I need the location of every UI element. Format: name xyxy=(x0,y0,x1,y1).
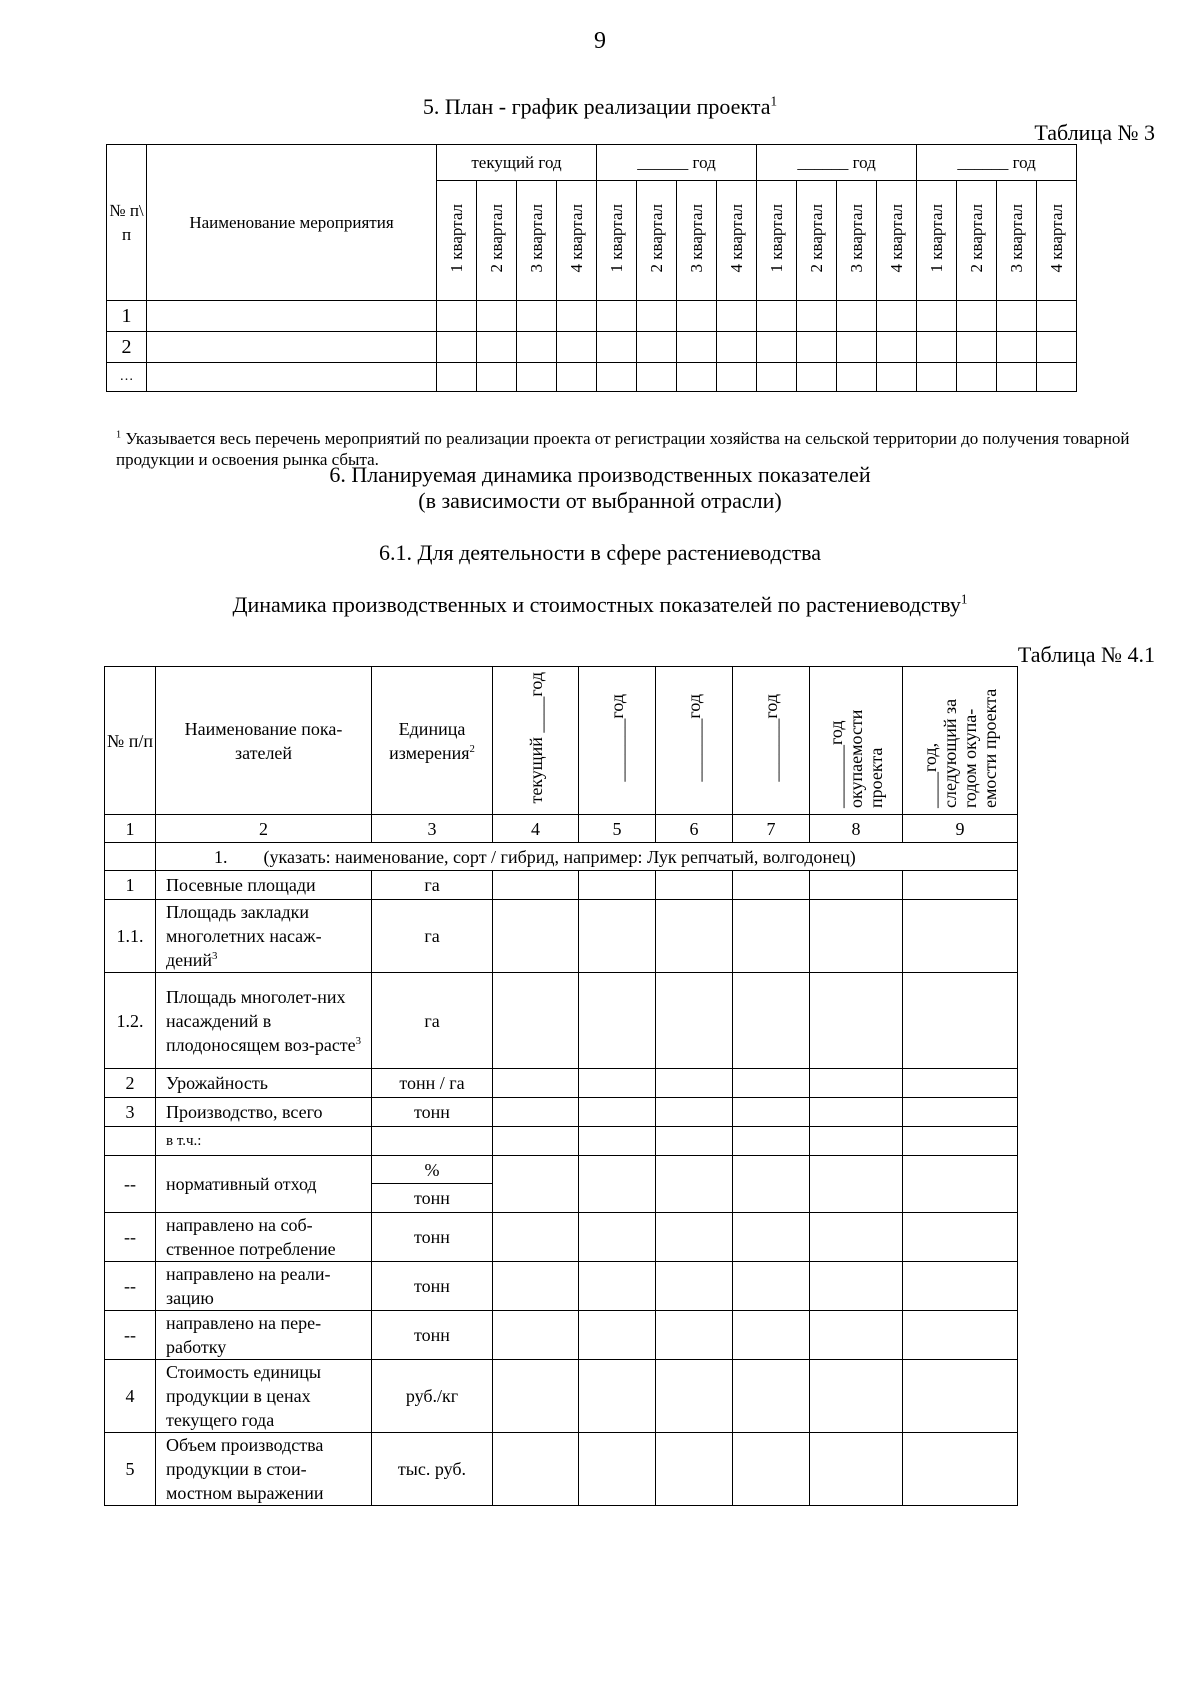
table41-cell xyxy=(733,973,810,1069)
table41-cell xyxy=(903,973,1018,1069)
table3-cell xyxy=(477,301,517,332)
table3-cell xyxy=(837,363,877,392)
table3-row xyxy=(107,301,1077,332)
table3-quarter-header xyxy=(597,181,637,301)
page-number: 9 xyxy=(594,28,606,54)
table41-row-name: нормативный отход xyxy=(156,1156,372,1213)
table41-year-label: _______год xyxy=(761,693,781,782)
table41-cell xyxy=(903,1311,1018,1360)
table3-cell xyxy=(477,332,517,363)
table41-year-header xyxy=(579,667,656,815)
table3-cell xyxy=(147,332,437,363)
table3-cell xyxy=(997,332,1037,363)
table3-cell xyxy=(597,301,637,332)
table41-row-name xyxy=(156,1262,372,1311)
table41-cell xyxy=(493,973,579,1069)
table41-cell xyxy=(733,871,810,900)
table41-row-name xyxy=(156,1127,372,1156)
table3-year-header: ______ год xyxy=(597,145,757,181)
table41-row-unit: тонн xyxy=(372,1184,493,1213)
table41-row-num: 1 xyxy=(105,871,156,900)
table41-header-unit-sup: 2 xyxy=(469,742,475,755)
table3-quarter-header xyxy=(717,181,757,301)
table41-cell xyxy=(656,1069,733,1098)
table41-row-name xyxy=(156,1069,372,1098)
table3-cell xyxy=(757,332,797,363)
table41-row-name-text: направлено на соб-ственное потребление xyxy=(166,1215,336,1259)
table3-quarter-header xyxy=(637,181,677,301)
table3-cell xyxy=(1037,301,1077,332)
table41-cell xyxy=(733,1156,810,1213)
table41-cell xyxy=(656,1360,733,1433)
table41-cell xyxy=(493,1262,579,1311)
table41-cell xyxy=(579,1311,656,1360)
table41-row-name xyxy=(156,1213,372,1262)
table41-cell xyxy=(493,1156,579,1213)
table3-cell xyxy=(517,332,557,363)
table41-cell xyxy=(493,1433,579,1506)
table41-year-label: _______год xyxy=(684,693,704,782)
table41-title: Динамика производственных и стоимостных показателей по растениеводству$^1$ xyxy=(232,591,968,617)
table3-quarter-header xyxy=(557,181,597,301)
table3-quarter-header xyxy=(477,181,517,301)
table41-cell xyxy=(810,973,903,1069)
table3-quarter-label: 4 квартал xyxy=(886,203,906,273)
table41-row xyxy=(105,1098,1018,1127)
table3-quarter-header xyxy=(1037,181,1077,301)
table3-cell xyxy=(597,363,637,392)
table41-header-row xyxy=(105,667,1018,815)
table41-row-unit: тонн xyxy=(372,1098,493,1127)
table41-cell xyxy=(656,1311,733,1360)
table3-cell xyxy=(677,301,717,332)
table3-header-row xyxy=(107,145,1077,181)
table41-row xyxy=(105,1262,1018,1311)
table41-row-num: -- xyxy=(105,1311,156,1360)
table3-quarter-header xyxy=(517,181,557,301)
table3-cell xyxy=(147,363,437,392)
table3-row xyxy=(107,363,1077,392)
table3-quarter-header xyxy=(957,181,997,301)
table3-quarter-label: 4 квартал xyxy=(566,203,586,273)
table41-row xyxy=(105,973,1018,1069)
table3-cell xyxy=(717,332,757,363)
table41-cell xyxy=(493,900,579,973)
table3-quarter-header xyxy=(837,181,877,301)
table41-colnum: 6 xyxy=(656,815,733,843)
table3-header-num xyxy=(107,145,147,301)
table41-row-unit: руб./кг xyxy=(372,1360,493,1433)
table3-quarter-label: 3 квартал xyxy=(846,203,866,273)
table41-cell xyxy=(733,1213,810,1262)
table41-colnum: 5 xyxy=(579,815,656,843)
table3-quarter-label: 2 квартал xyxy=(486,203,506,273)
table3-cell xyxy=(597,332,637,363)
table41-row-name xyxy=(156,1098,372,1127)
table41-year-label: _______год окупаемости проекта xyxy=(826,709,886,808)
table3-cell xyxy=(637,363,677,392)
table3-cell xyxy=(677,332,717,363)
table41-cell xyxy=(493,1213,579,1262)
table3-cell xyxy=(147,301,437,332)
table41-row-unit: тыс. руб. xyxy=(372,1433,493,1506)
table3-label: Таблица № 3 xyxy=(1034,120,1155,145)
table3-quarter-label: 1 квартал xyxy=(926,203,946,273)
table41-year-header xyxy=(810,667,903,815)
table41-cell xyxy=(903,1098,1018,1127)
table41-header-unit xyxy=(372,667,493,815)
table41-cell xyxy=(903,1433,1018,1506)
table41-row xyxy=(105,1360,1018,1433)
table41-cell xyxy=(579,1360,656,1433)
table41-row-name-text: Производство, всего xyxy=(166,1102,323,1122)
table41-row-unit: тонн xyxy=(372,1311,493,1360)
table41-row-unit: тонн xyxy=(372,1262,493,1311)
table41-cell xyxy=(493,1098,579,1127)
table41-colnum: 9 xyxy=(903,815,1018,843)
table3-year-header: ______ год xyxy=(757,145,917,181)
table3-cell xyxy=(957,363,997,392)
table41-group-cell xyxy=(156,843,1018,871)
table41-row-name xyxy=(156,1360,372,1433)
table41-row-num: 5 xyxy=(105,1433,156,1506)
table41-cell xyxy=(493,1311,579,1360)
table3-header-num-text: № п\ п xyxy=(109,200,144,244)
table41-cell xyxy=(733,1069,810,1098)
table41-cell xyxy=(903,1127,1018,1156)
table3-quarter-header xyxy=(997,181,1037,301)
table3-cell xyxy=(797,332,837,363)
table41-row-name-text: Посевные площади xyxy=(166,875,316,895)
table41-cell xyxy=(733,1262,810,1311)
footnote-1: $^1$ Указывается весь перечень мероприятий по реализации проекта от регистрации хозяйства на сельской территории до получения товарной продукции и освоения рынка сбыта. xyxy=(116,429,1130,469)
table41-cell xyxy=(810,871,903,900)
table41-row-name xyxy=(156,900,372,973)
table3-quarter-label: 2 квартал xyxy=(806,203,826,273)
table3-cell xyxy=(917,301,957,332)
table3-quarter-header xyxy=(437,181,477,301)
table41-row-unit: га xyxy=(372,871,493,900)
table41-row-name-text: Площадь закладки многолетних насаж-дений xyxy=(166,902,322,970)
table41-row-unit xyxy=(372,1127,493,1156)
table41-year-label: ____год, следующий за годом окупа-емости проекта xyxy=(920,688,1000,808)
table41-header-unit-text: Единица измерения xyxy=(389,718,470,763)
table41-year-header xyxy=(656,667,733,815)
table3-quarter-label: 3 квартал xyxy=(686,203,706,273)
table41-colnum-row xyxy=(105,815,1018,843)
table3-header-name: Наименование мероприятия xyxy=(147,145,437,301)
table41-cell xyxy=(733,1098,810,1127)
table41-row xyxy=(105,1127,1018,1156)
table41-cell xyxy=(656,1433,733,1506)
table3-cell xyxy=(517,301,557,332)
table3-cell xyxy=(877,332,917,363)
table41-colnum: 4 xyxy=(493,815,579,843)
table41-cell xyxy=(579,1156,656,1213)
table41-row xyxy=(105,1156,1018,1184)
table41-row xyxy=(105,871,1018,900)
table41-cell xyxy=(493,1360,579,1433)
table41-group-text: (указать: наименование, сорт / гибрид, например: Лук репчатый, волгодонец) xyxy=(263,846,856,867)
section6-title: 6. Планируемая динамика производственных показателей xyxy=(329,462,871,487)
table3-cell xyxy=(717,301,757,332)
crop-production-table xyxy=(104,666,1018,1506)
table41-row-num: -- xyxy=(105,1156,156,1213)
table41-row-num: -- xyxy=(105,1213,156,1262)
table3-cell xyxy=(437,301,477,332)
table41-cell xyxy=(810,1360,903,1433)
table41-cell xyxy=(810,1127,903,1156)
table3-cell xyxy=(477,363,517,392)
table41-cell xyxy=(810,1069,903,1098)
table41-year-header xyxy=(493,667,579,815)
table41-row-name-text: Площадь многолет-них насаждений в плодоносящем воз-расте xyxy=(166,986,356,1055)
table41-year-header xyxy=(733,667,810,815)
table41-cell xyxy=(493,1127,579,1156)
table3-cell xyxy=(637,332,677,363)
table3-cell xyxy=(1037,332,1077,363)
table41-cell xyxy=(903,1360,1018,1433)
table41-cell xyxy=(810,1433,903,1506)
table41-cell xyxy=(810,1262,903,1311)
table41-colnum: 7 xyxy=(733,815,810,843)
table41-row-num: 4 xyxy=(105,1360,156,1433)
table3-row xyxy=(107,332,1077,363)
section6-subtitle: (в зависимости от выбранной отрасли) xyxy=(418,488,782,513)
table41-cell xyxy=(903,871,1018,900)
table41-cell xyxy=(656,1262,733,1311)
table3-cell xyxy=(437,363,477,392)
table41-cell xyxy=(810,1098,903,1127)
plan-schedule-table xyxy=(106,144,1077,392)
table41-cell xyxy=(656,973,733,1069)
table41-cell xyxy=(579,1069,656,1098)
table3-quarter-header xyxy=(917,181,957,301)
table3-quarter-label: 2 квартал xyxy=(646,203,666,273)
table41-row-unit: % xyxy=(372,1156,493,1184)
table41-row-num xyxy=(105,1127,156,1156)
table41-cell xyxy=(579,1262,656,1311)
table41-cell xyxy=(579,1127,656,1156)
table3-quarter-header xyxy=(677,181,717,301)
table41-group-row xyxy=(105,843,1018,871)
table41-row xyxy=(105,1433,1018,1506)
table3-cell xyxy=(917,363,957,392)
table41-cell xyxy=(810,900,903,973)
table41-row-name-text: Урожайность xyxy=(166,1073,268,1093)
table41-row-name-sup: 3 xyxy=(212,950,218,962)
table41-header-num: № п/п xyxy=(105,667,156,815)
table41-cell xyxy=(579,1433,656,1506)
table3-year-header: текущий год xyxy=(437,145,597,181)
table3-cell xyxy=(757,363,797,392)
table41-cell xyxy=(903,1213,1018,1262)
table41-cell xyxy=(656,871,733,900)
table41-cell xyxy=(903,1156,1018,1213)
table3-cell xyxy=(517,363,557,392)
table41-colnum: 2 xyxy=(156,815,372,843)
table41-row xyxy=(105,900,1018,973)
table41-cell xyxy=(656,1098,733,1127)
table41-row-num: 2 xyxy=(105,1069,156,1098)
table41-cell xyxy=(810,1213,903,1262)
table3-cell xyxy=(557,301,597,332)
table3-cell xyxy=(877,363,917,392)
table41-cell xyxy=(493,871,579,900)
table41-row-name-text: направлено на реали-зацию xyxy=(166,1264,331,1308)
table41-row xyxy=(105,1213,1018,1262)
table41-colnum: 1 xyxy=(105,815,156,843)
table41-cell xyxy=(733,1360,810,1433)
table41-header-name: Наименование пока-зателей xyxy=(156,667,372,815)
table3-quarter-header xyxy=(797,181,837,301)
table41-row-name xyxy=(156,871,372,900)
table41-cell xyxy=(579,973,656,1069)
table41-row-num: 3 xyxy=(105,1098,156,1127)
table41-cell xyxy=(733,900,810,973)
table41-cell xyxy=(810,1311,903,1360)
table3-cell xyxy=(837,332,877,363)
table3-quarter-label: 3 квартал xyxy=(1006,203,1026,273)
table41-cell xyxy=(810,1156,903,1213)
table3-cell xyxy=(557,363,597,392)
table41-row-name xyxy=(156,973,372,1069)
table41-cell xyxy=(656,1156,733,1213)
table3-quarter-label: 1 квартал xyxy=(766,203,786,273)
table3-cell xyxy=(837,301,877,332)
table41-row-unit: га xyxy=(372,900,493,973)
table41-row-num: -- xyxy=(105,1262,156,1311)
table3-cell xyxy=(797,363,837,392)
table3-quarter-header xyxy=(757,181,797,301)
table41-row-unit: га xyxy=(372,973,493,1069)
table41-cell xyxy=(656,900,733,973)
table41-cell xyxy=(733,1127,810,1156)
section61-title: 6.1. Для деятельности в сфере растениеводства xyxy=(378,540,821,565)
table3-cell xyxy=(957,301,997,332)
table41-row-name-text: направлено на пере-работку xyxy=(166,1313,322,1357)
table41-cell xyxy=(579,871,656,900)
table41-year-label: текущий ____год xyxy=(525,671,546,804)
table3-cell xyxy=(997,363,1037,392)
table41-cell xyxy=(733,1311,810,1360)
table3-quarter-label: 2 квартал xyxy=(966,203,986,273)
table41-cell xyxy=(579,1213,656,1262)
table3-row-num: … xyxy=(107,363,147,392)
table41-row-unit: тонн xyxy=(372,1213,493,1262)
table3-quarter-label: 1 квартал xyxy=(606,203,626,273)
table3-cell xyxy=(437,332,477,363)
table3-quarter-label: 4 квартал xyxy=(1046,203,1066,273)
table3-cell xyxy=(957,332,997,363)
table3-cell xyxy=(917,332,957,363)
table41-row-name xyxy=(156,1433,372,1506)
table41-year-header xyxy=(903,667,1018,815)
table3-cell xyxy=(557,332,597,363)
table41-row-name-text: Стоимость единицы продукции в ценах текущего года xyxy=(166,1362,321,1430)
table41-cell xyxy=(903,1262,1018,1311)
table3-cell xyxy=(717,363,757,392)
section5-title: 5. План - график реализации проекта$^1$ xyxy=(422,93,778,119)
table41-cell xyxy=(903,1069,1018,1098)
table3-row-num: 1 xyxy=(107,301,147,332)
table41-cell xyxy=(579,1098,656,1127)
table41-cell xyxy=(656,1127,733,1156)
table41-label: Таблица № 4.1 xyxy=(1017,642,1155,667)
table3-quarter-label: 1 квартал xyxy=(446,203,466,273)
table41-cell xyxy=(733,1433,810,1506)
table41-group-num: 1. xyxy=(214,846,228,867)
table41-row-name xyxy=(156,1311,372,1360)
table41-row-num: 1.2. xyxy=(105,973,156,1069)
table3-quarter-header xyxy=(877,181,917,301)
table3-quarter-label: 3 квартал xyxy=(526,203,546,273)
table3-cell xyxy=(797,301,837,332)
table41-colnum: 3 xyxy=(372,815,493,843)
table41-cell xyxy=(105,843,156,871)
table41-row-name-sup: 3 xyxy=(355,1034,362,1047)
table3-cell xyxy=(637,301,677,332)
table41-year-label: _______год xyxy=(607,693,627,782)
table41-row-unit: тонн / га xyxy=(372,1069,493,1098)
table3-cell xyxy=(997,301,1037,332)
table3-row-num: 2 xyxy=(107,332,147,363)
table41-row-name-text: Объем производства продукции в стои-мостном выражении xyxy=(166,1435,324,1503)
table41-row-name-text: в т.ч.: xyxy=(166,1133,202,1149)
table41-row-num: 1.1. xyxy=(105,900,156,973)
table41-row xyxy=(105,1069,1018,1098)
table3-year-header: ______ год xyxy=(917,145,1077,181)
table3-quarter-label: 4 квартал xyxy=(726,203,746,273)
table41-cell xyxy=(656,1213,733,1262)
table41-cell xyxy=(903,900,1018,973)
table3-cell xyxy=(1037,363,1077,392)
table3-cell xyxy=(757,301,797,332)
table3-cell xyxy=(877,301,917,332)
table3-cell xyxy=(677,363,717,392)
table41-cell xyxy=(579,900,656,973)
table41-cell xyxy=(493,1069,579,1098)
table41-row xyxy=(105,1311,1018,1360)
table41-colnum: 8 xyxy=(810,815,903,843)
